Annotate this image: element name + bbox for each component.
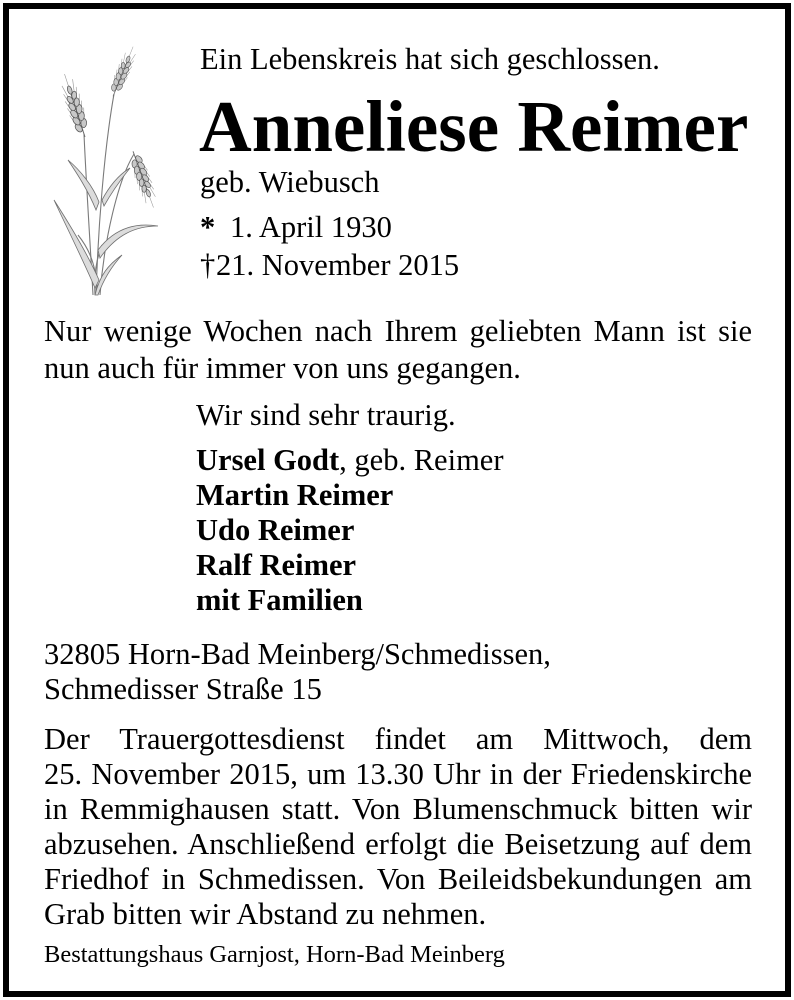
intro-line: Ein Lebenskreis hat sich geschlossen. bbox=[200, 42, 660, 76]
funeral-home: Bestattungshaus Garnjost, Horn-Bad Meinberg bbox=[44, 941, 505, 968]
birth-symbol: * bbox=[200, 210, 216, 244]
birth-date: 1. April 1930 bbox=[230, 210, 392, 244]
service-line: in Remmighausen statt. Von Blumenschmuck bitten wir bbox=[44, 792, 752, 826]
mourners-intro: Wir sind sehr traurig. bbox=[196, 398, 456, 432]
service-line: 25. November 2015, um 13.30 Uhr in der Friedenskirche bbox=[44, 757, 752, 791]
wheat-illustration bbox=[38, 50, 168, 300]
address-line: Schmedisser Straße 15 bbox=[44, 672, 322, 706]
maiden-name: geb. Wiebusch bbox=[200, 165, 380, 199]
wheat-ear bbox=[57, 72, 92, 140]
mourner-name: mit Familien bbox=[196, 583, 363, 617]
wheat-ear bbox=[107, 44, 139, 98]
service-line: Grab bitten wir Abstand zu nehmen. bbox=[44, 897, 487, 931]
address-line: 32805 Horn-Bad Meinberg/Schmedissen, bbox=[44, 637, 551, 671]
death-symbol: † bbox=[200, 248, 216, 282]
death-date: 21. November 2015 bbox=[216, 248, 460, 282]
mourner-name-bold: Ursel Godt bbox=[196, 443, 340, 477]
birth-line bbox=[200, 210, 392, 245]
message-line: Nur wenige Wochen nach Ihrem geliebten Mann ist sie bbox=[44, 314, 752, 348]
death-line bbox=[200, 248, 459, 283]
service-paragraph bbox=[44, 722, 752, 932]
address-block bbox=[44, 637, 551, 707]
service-line: Friedhof in Schmedissen. Von Beileidsbekundungen am bbox=[44, 862, 752, 896]
mourner-name bbox=[196, 443, 503, 478]
mourner-name: Martin Reimer bbox=[196, 478, 394, 512]
mourner-name: Ralf Reimer bbox=[196, 548, 357, 582]
mourner-name: Udo Reimer bbox=[196, 513, 355, 547]
message-line: nun auch für immer von uns gegangen. bbox=[44, 351, 521, 385]
service-line: Der Trauergottesdienst findet am Mittwoch, dem bbox=[44, 722, 752, 756]
message-paragraph bbox=[44, 313, 752, 387]
deceased-name: Anneliese Reimer bbox=[199, 86, 749, 167]
mourner-name-suffix: , geb. Reimer bbox=[339, 443, 504, 477]
mourners-list bbox=[196, 443, 503, 618]
service-line: abzusehen. Anschließend erfolgt die Beisetzung auf dem bbox=[44, 827, 752, 861]
